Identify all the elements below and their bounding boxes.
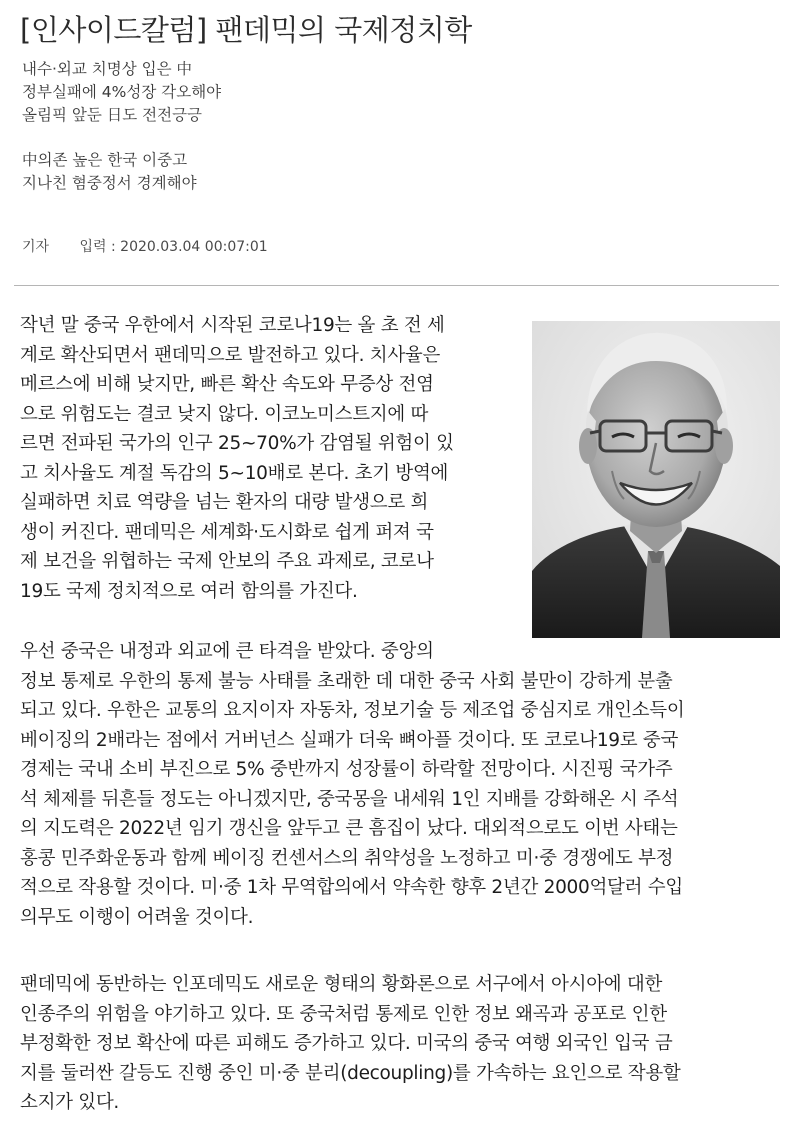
byline (22, 236, 268, 256)
paragraph-line: 메르스에 비해 낮지만, 빠른 확산 속도와 무증상 전염 (20, 374, 434, 395)
published-date: 입력 : 2020.03.04 00:07:01 (79, 239, 268, 255)
paragraph-line: 경제는 국내 소비 부진으로 5% 중반까지 성장률이 하락할 전망이다. 시진핑 국가주 (20, 759, 673, 780)
paragraph-line: 석 체제를 뒤흔들 정도는 아니겠지만, 중국몽을 내세워 1인 지배를 강화해온 시 주석 (20, 788, 679, 810)
paragraph-line: 인종주의 위험을 야기하고 있다. 또 중국처럼 통제로 인한 정보 왜곡과 공포로 인한 (20, 1003, 667, 1025)
subheadline-block (22, 58, 221, 195)
subheadline: 정부실패에 4%성장 각오해야 (22, 83, 222, 101)
subheadline-spacer (22, 127, 221, 149)
paragraph-line: 지를 둘러싼 갈등도 진행 중인 미·중 분리(decoupling)를 가속하는 요인으로 작용할 (20, 1062, 681, 1084)
paragraph-line: 홍콩 민주화운동과 함께 베이징 컨센서스의 취약성을 노정하고 미·중 경쟁에도 부정 (20, 847, 674, 869)
paragraph-line: 제 보건을 위협하는 국제 안보의 주요 과제로, 코로나 (20, 551, 434, 572)
paragraph-line: 베이징의 2배라는 점에서 거버넌스 실패가 더욱 뼈아플 것이다. 또 코로나19로 중국 (20, 729, 679, 751)
article-paragraph-1 (20, 311, 516, 606)
header-divider (14, 285, 779, 286)
reporter-label: 기자 (22, 239, 50, 255)
paragraph-line: 르면 전파된 국가의 인구 25~70%가 감염될 위험이 있 (20, 433, 454, 454)
paragraph-line: 되고 있다. 우한은 교통의 요지이자 자동차, 정보기술 등 제조업 중심지로 개인소득이 (20, 700, 685, 721)
paragraph-line: 의 지도력은 2022년 임기 갱신을 앞두고 큰 흠집이 났다. 대외적으로도 이번 사태는 (20, 818, 678, 839)
paragraph-line: 계로 확산되면서 팬데믹으로 발전하고 있다. 치사율은 (20, 344, 441, 366)
paragraph-line: 정보 통제로 우한의 통제 불능 사태를 초래한 데 대한 중국 사회 불만이 강하게 분출 (20, 670, 673, 692)
paragraph-line: 으로 위험도는 결코 낮지 않다. 이코노미스트지에 따 (20, 403, 429, 425)
paragraph-line: 고 치사율도 계절 독감의 5~10배로 본다. 초기 방역에 (20, 462, 449, 484)
columnist-portrait (532, 321, 780, 638)
paragraph-line: 생이 커진다. 팬데믹은 세계화·도시화로 쉽게 퍼져 국 (20, 521, 434, 543)
paragraph-line: 적으로 작용할 것이다. 미·중 1차 무역합의에서 약속한 향후 2년간 2000억달러 수입 (20, 877, 683, 898)
subheadline: 내수·외교 치명상 입은 中 (22, 60, 192, 78)
subheadline: 中의존 높은 한국 이중고 (22, 151, 188, 169)
portrait-illustration (532, 321, 780, 638)
paragraph-line: 부정확한 정보 확산에 따른 피해도 증가하고 있다. 미국의 중국 여행 외국인 입국 금 (20, 1033, 673, 1054)
paragraph-line: 우선 중국은 내정과 외교에 큰 타격을 받았다. 중앙의 (20, 641, 434, 662)
paragraph-line: 19도 국제 정치적으로 여러 함의를 가진다. (20, 580, 358, 602)
paragraph-line: 소지가 있다. (20, 1092, 120, 1113)
paragraph-line: 작년 말 중국 우한에서 시작된 코로나19는 올 초 전 세 (20, 315, 445, 336)
paragraph-line: 실패하면 치료 역량을 넘는 환자의 대량 발생으로 희 (20, 492, 429, 513)
subheadline: 올림픽 앞둔 日도 전전긍긍 (22, 106, 203, 124)
article-paragraph-3 (20, 970, 775, 1118)
paragraph-line: 팬데믹에 동반하는 인포데믹도 새로운 형태의 황화론으로 서구에서 아시아에 대한 (20, 974, 663, 995)
subheadline: 지나친 혐중정서 경계해야 (22, 174, 197, 192)
paragraph-line: 의무도 이행이 어려울 것이다. (20, 906, 254, 928)
article-title: [인사이드칼럼] 팬데믹의 국제정치학 (20, 13, 472, 47)
article-paragraph-2 (20, 637, 775, 932)
